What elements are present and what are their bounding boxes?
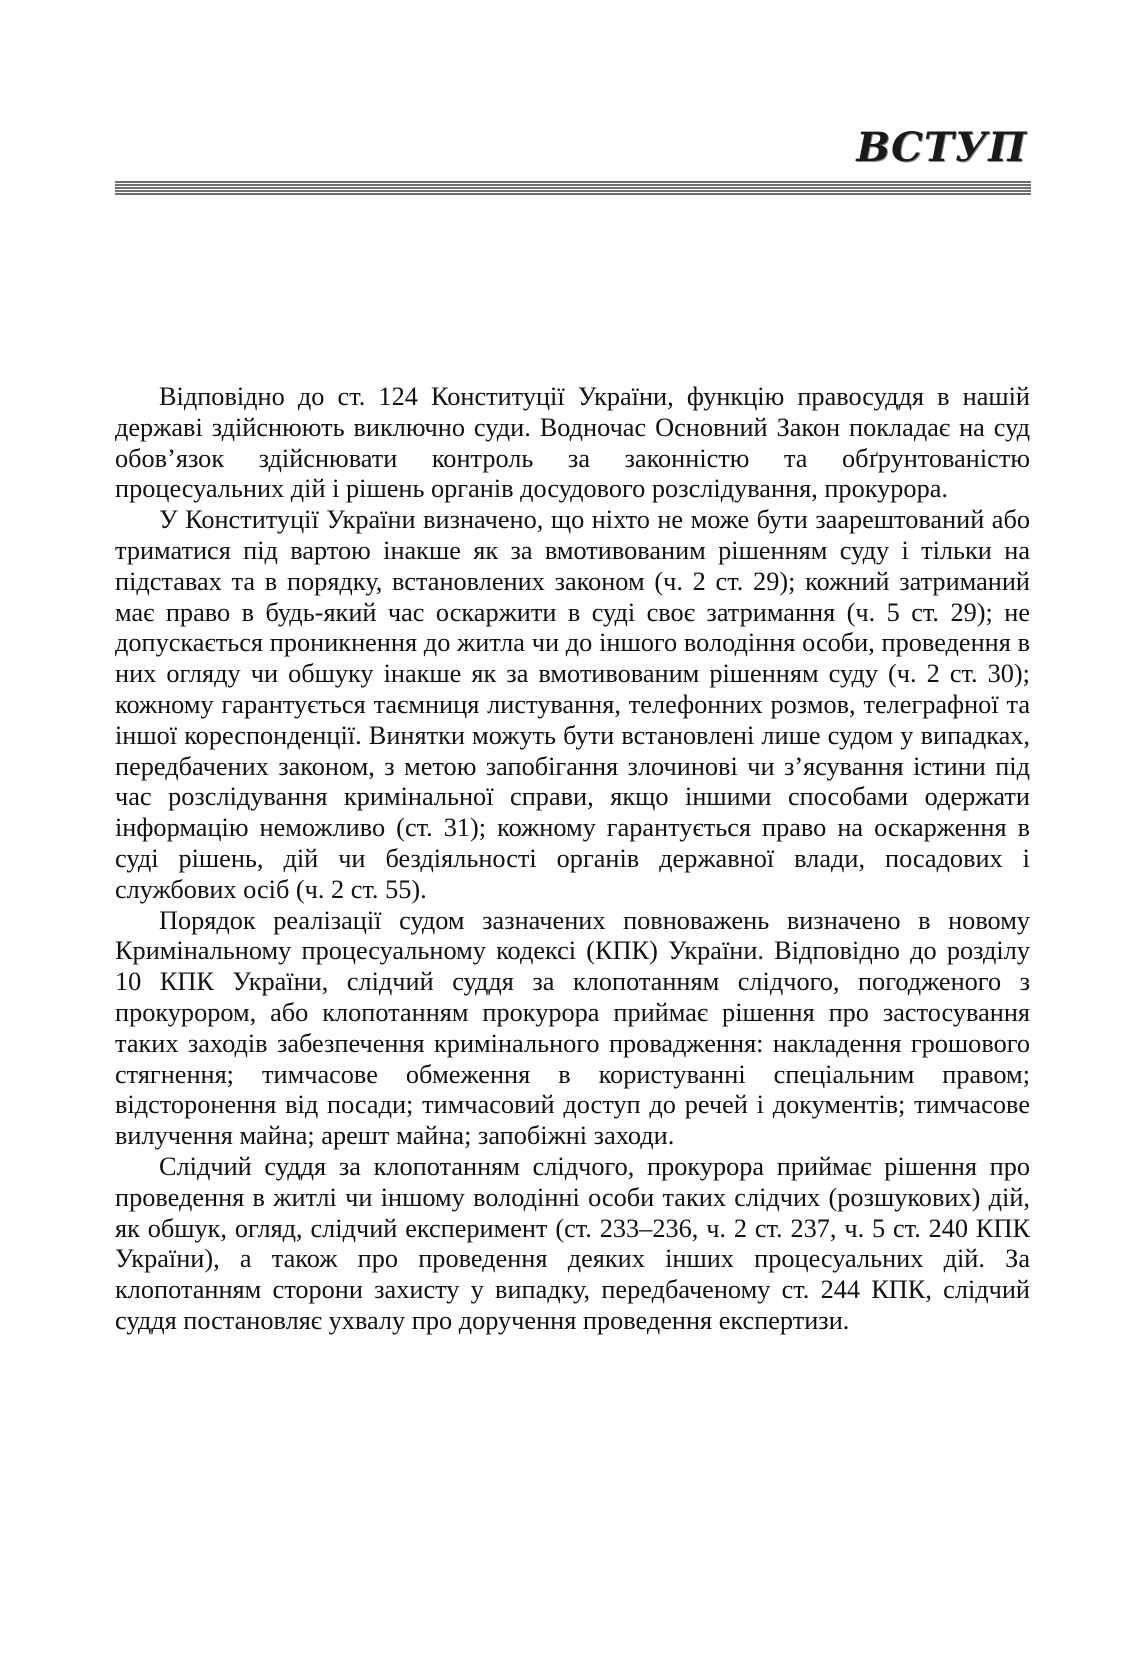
paragraph: Слідчий суддя за клопотанням слідчого, прокурора приймає рішення про проведення в житлі чи іншому володінні особи таких слідчих (розшукових) дій, як обшук, огляд, слідчий експеримент (ст. 233–236, ч. 2 ст. 237, ч. 5 ст. 240 КПК України), а також про проведення деяких інших процесуальних дій. За клопотанням сторони захисту у випадку, передбаченому ст. 244 КПК, слідчий суддя постановляє ухвалу про доручення проведення експертизи.	[115, 1151, 1030, 1335]
paragraph: У Конституції України визначено, що ніхто не може бути заарештований або триматися під вартою інакше як за вмотивованим рішенням суду і тільки на підставах та в порядку, встановлених законом (ч. 2 ст. 29); кожний затриманий має право в будь-який час оскаржити в суді своє затримання (ч. 5 ст. 29); не допускається проникнення до житла чи до іншого володіння особи, проведення в них огляду чи обшуку інакше як за вмотивованим рішенням суду (ч. 2 ст. 30); кожному гарантується таємниця листування, телефонних розмов, телеграфної та іншої кореспонденції. Винятки можуть бути встановлені лише судом у випадках, передбачених законом, з метою запобігання злочинові чи з’ясування істини під час розслідування кримінальної справи, якщо іншими способами одержати інформацію неможливо (ст. 31); кожному гарантується право на оскарження в суді рішень, дій чи бездіяльності органів державної влади, посадових і службових осіб (ч. 2 ст. 55).	[115, 505, 1030, 904]
heading-rule	[115, 181, 1031, 196]
chapter-heading: ВСТУП	[856, 124, 1027, 171]
document-body	[115, 382, 1030, 1337]
paragraph: Порядок реалізації судом зазначених повноважень визначено в новому Кримінальному процесуальному кодексі (КПК) України. Відповідно до розділу 10 КПК України, слідчий суддя за клопотанням слідчого, погодженого з прокурором, або клопотанням прокурора приймає рішення про застосування таких заходів забезпечення кримінального провадження: накладення грошового стягнення; тимчасове обмеження в користуванні спеціальним правом; відсторонення від посади; тимчасовий доступ до речей і документів; тимчасове вилучення майна; арешт майна; запобіжні заходи.	[115, 905, 1030, 1151]
paragraph: Відповідно до ст. 124 Конституції України, функцію правосуддя в нашій державі здійснюють виключно суди. Водночас Основний Закон покладає на суд обов’язок здійснювати контроль за законністю та обґрунтованістю процесуальних дій і рішень органів досудового розслідування, прокурора.	[115, 382, 1030, 504]
